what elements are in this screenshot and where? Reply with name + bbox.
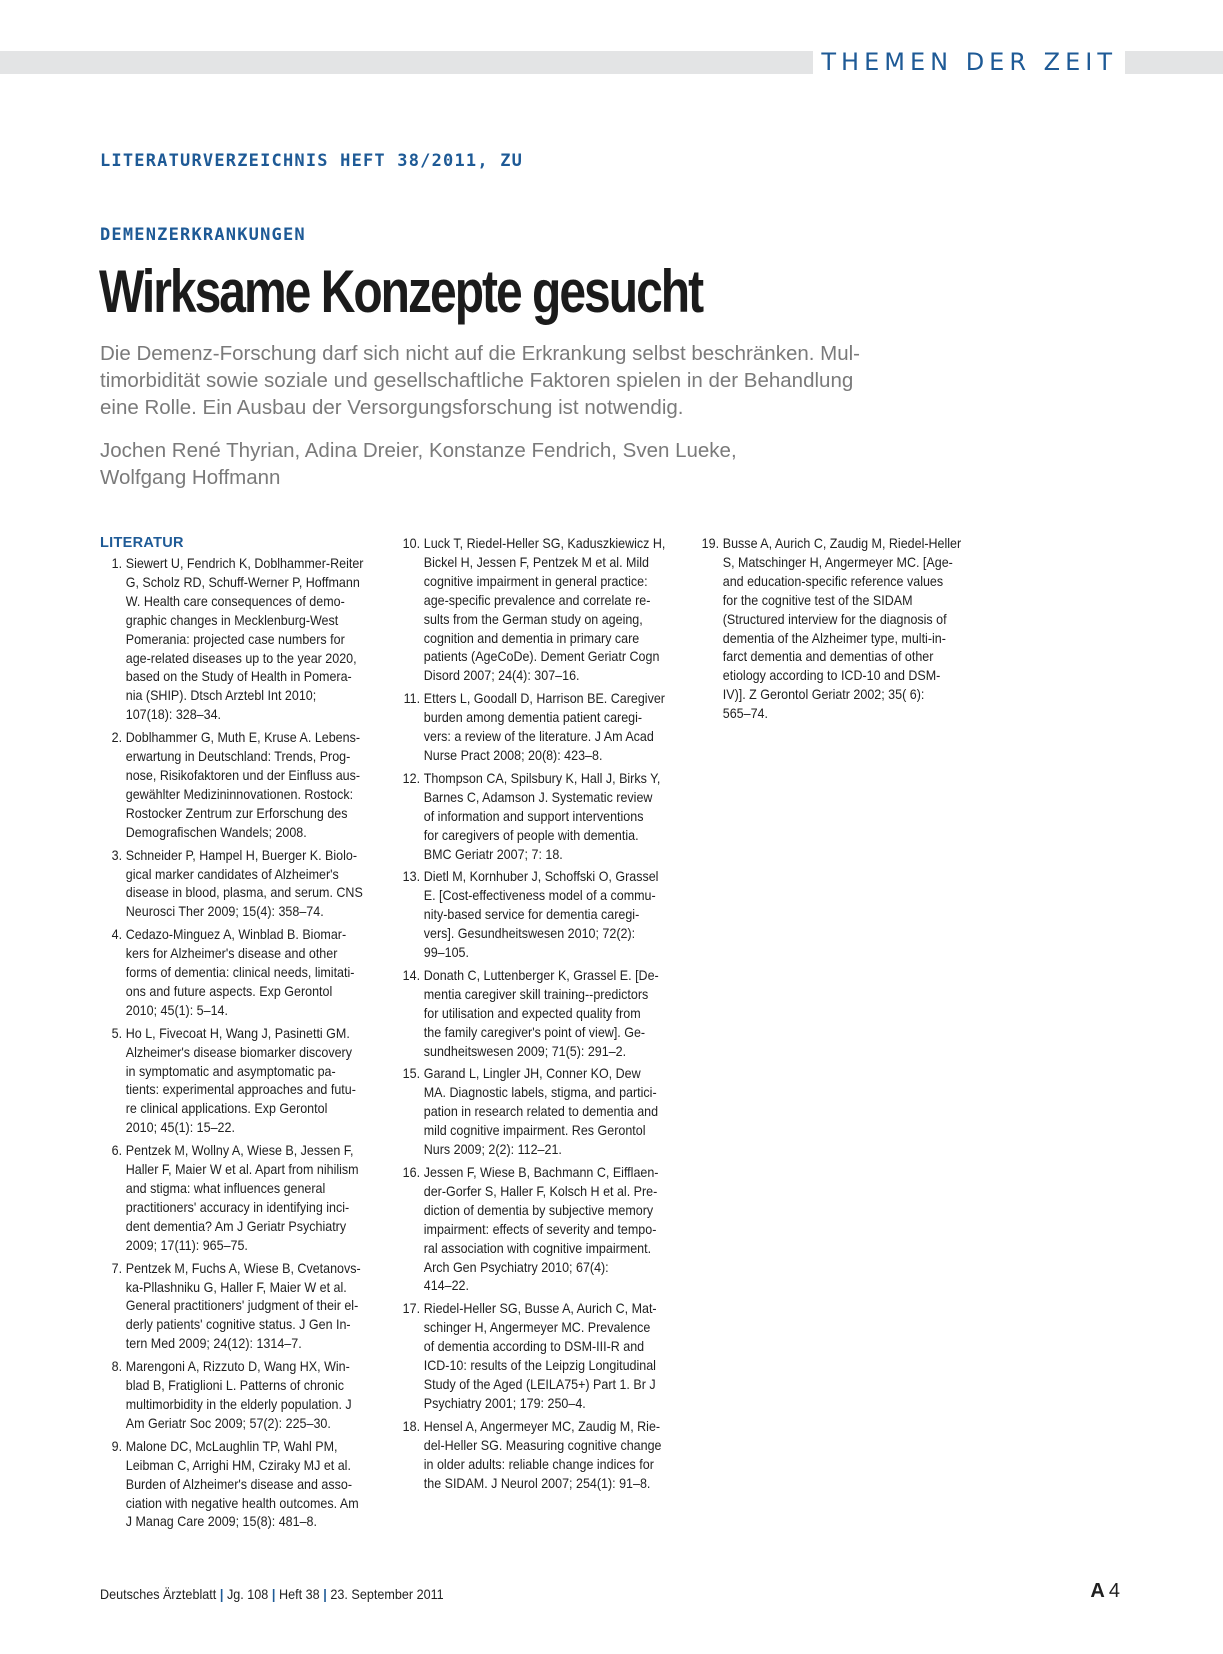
reference-line: Pentzek M, Fuchs A, Wiese B, Cvetanovs- <box>125 1260 361 1276</box>
section-label: THEMEN DER ZEIT <box>813 47 1125 77</box>
reference-text <box>424 690 680 766</box>
reference-line: Am Geriatr Soc 2009; 57(2): 225–30. <box>125 1415 331 1431</box>
reference-line: nity-based service for dementia caregi- <box>423 907 640 923</box>
reference-line: graphic changes in Mecklenburg-West <box>125 612 339 628</box>
reference-line: G, Scholz RD, Schuff-Werner P, Hoffmann <box>125 574 360 590</box>
reference-number: 10. <box>402 536 421 551</box>
reference-line: cognition and dementia in primary care <box>423 630 640 646</box>
reference-line: Etters L, Goodall D, Harrison BE. Caregiver <box>423 691 665 707</box>
reference-item <box>100 1025 382 1138</box>
reference-line: for utilisation and expected quality from <box>423 1005 641 1021</box>
reference-item <box>398 690 680 766</box>
reference-number: 18. <box>402 1418 421 1434</box>
reference-text <box>424 868 680 963</box>
reference-line: vers: a review of the literature. J Am Acad <box>423 729 654 745</box>
reference-line: pation in research related to dementia and <box>423 1104 659 1120</box>
reference-number: 12. <box>402 770 421 786</box>
reference-item <box>398 1418 680 1494</box>
reference-line: Doblhammer G, Muth E, Kruse A. Lebens- <box>125 730 361 746</box>
reference-line: General practitioners' judgment of their el- <box>125 1298 359 1314</box>
reference-text <box>126 555 382 725</box>
reference-text <box>126 847 382 923</box>
reference-line: mild cognitive impairment. Res Gerontol <box>423 1123 646 1139</box>
reference-line: age-specific prevalence and correlate re- <box>423 592 651 608</box>
reference-line: ral association with cognitive impairment. <box>423 1240 652 1256</box>
reference-line: Psychiatry 2001; 179: 250–4. <box>423 1395 586 1411</box>
reference-line: sults from the German study on ageing, <box>423 611 643 627</box>
reference-number: 19. <box>701 536 720 551</box>
reference-line: Disord 2007; 24(4): 307–16. <box>423 668 580 684</box>
reference-line: gewählter Medizininnovationen. Rostock: <box>125 786 354 802</box>
reference-line: patients (AgeCoDe). Dement Geriatr Cogn <box>423 649 660 665</box>
reference-line: 2010; 45(1): 15–22. <box>125 1120 235 1136</box>
reference-number: 17. <box>402 1301 421 1317</box>
reference-text <box>424 1065 680 1160</box>
reference-line: disease in blood, plasma, and serum. CNS <box>125 885 363 901</box>
reference-item <box>398 535 680 686</box>
reference-line: gical marker candidates of Alzheimer's <box>125 866 339 882</box>
reference-line: Pomerania: projected case numbers for <box>125 631 345 647</box>
reference-line: Demografischen Wandels; 2008. <box>125 824 307 840</box>
reference-number: 1. <box>111 556 123 571</box>
reference-number: 8. <box>111 1359 123 1375</box>
reference-number: 3. <box>111 847 123 863</box>
page-footer <box>100 1586 444 1602</box>
reference-line: etiology according to ICD-10 and DSM- <box>722 668 941 684</box>
reference-line: IV)]. Z Gerontol Geriatr 2002; 35( 6): <box>722 687 925 703</box>
journal-issue: Heft 38 <box>279 1586 320 1602</box>
footer-separator: | <box>323 1586 327 1602</box>
reference-line: Pentzek M, Wollny A, Wiese B, Jessen F, <box>125 1143 354 1159</box>
reference-item <box>398 868 680 963</box>
reference-line: in symptomatic and asymptomatic pa- <box>125 1063 336 1079</box>
reference-line: Study of the Aged (LEILA75+) Part 1. Br J <box>423 1376 656 1392</box>
reference-number: 5. <box>111 1025 123 1041</box>
reference-line: re clinical applications. Exp Gerontol <box>125 1101 328 1117</box>
reference-line: Siewert U, Fendrich K, Doblhammer-Reiter <box>125 556 364 571</box>
reference-item <box>100 847 382 923</box>
reference-line: the SIDAM. J Neurol 2007; 254(1): 91–8. <box>423 1475 651 1491</box>
reference-number: 2. <box>111 730 123 746</box>
reference-line: in older adults: reliable change indices for <box>423 1456 654 1472</box>
reference-text <box>424 770 680 865</box>
reference-line: and stigma: what influences general <box>125 1181 326 1196</box>
reference-text <box>126 1260 382 1355</box>
reference-line: nia (SHIP). Dtsch Arztebl Int 2010; <box>125 688 317 704</box>
reference-line: ICD-10: results of the Leipzig Longitudinal <box>423 1358 656 1374</box>
reference-line: of information and support interventions <box>423 808 644 824</box>
reference-line: practitioners' accuracy in identifying inci- <box>125 1199 350 1215</box>
journal-name: Deutsches Ärzteblatt <box>100 1586 217 1602</box>
lead-line: eine Rolle. Ein Ausbau der Versorgungsforschung ist notwendig. <box>100 396 684 419</box>
reference-text <box>424 1164 680 1296</box>
reference-line: Burden of Alzheimer's disease and asso- <box>125 1476 353 1492</box>
reference-number: 7. <box>111 1260 123 1276</box>
reference-line: ons and future aspects. Exp Gerontol <box>125 983 333 999</box>
reference-line: Haller F, Maier W et al. Apart from nihilism <box>125 1162 359 1178</box>
reference-line: Marengoni A, Rizzuto D, Wang HX, Win- <box>125 1359 350 1375</box>
reference-line: der-Gorfer S, Haller F, Kolsch H et al. Pre- <box>423 1183 658 1199</box>
reference-line: kers for Alzheimer's disease and other <box>125 946 338 962</box>
reference-item <box>398 770 680 865</box>
reference-line: burden among dementia patient caregi- <box>423 710 643 726</box>
reference-line: Barnes C, Adamson J. Systematic review <box>423 789 653 805</box>
reference-text <box>723 535 979 724</box>
reference-line: W. Health care consequences of demo- <box>125 593 345 609</box>
subkicker: DEMENZERKRANKUNGEN <box>100 225 306 245</box>
reference-line: E. [Cost-effectiveness model of a commu- <box>423 888 656 904</box>
page-prefix: A <box>1090 1580 1105 1602</box>
reference-text <box>126 1025 382 1138</box>
reference-line: dent dementia? Am J Geriatr Psychiatry <box>125 1218 347 1234</box>
reference-line: nose, Risikofaktoren und der Einfluss aus- <box>125 767 361 783</box>
reference-line: Garand L, Lingler JH, Conner KO, Dew <box>423 1066 641 1082</box>
footer-separator: | <box>219 1586 224 1602</box>
journal-date: 23. September 2011 <box>330 1586 444 1602</box>
reference-item <box>398 1065 680 1160</box>
reference-line: Thompson CA, Spilsbury K, Hall J, Birks Y, <box>423 770 661 786</box>
reference-number: 13. <box>402 869 421 885</box>
reference-line: BMC Geriatr 2007; 7: 18. <box>423 846 563 862</box>
reference-line: for the cognitive test of the SIDAM <box>722 592 913 608</box>
journal-volume: Jg. 108 <box>226 1586 269 1602</box>
lead-line: Die Demenz-Forschung darf sich nicht auf die Erkrankung selbst beschränken. Mul- <box>100 342 860 365</box>
reference-line: S, Matschinger H, Angermeyer MC. [Age- <box>722 554 953 570</box>
reference-line: derly patients' cognitive status. J Gen In- <box>125 1317 351 1333</box>
reference-text <box>126 926 382 1021</box>
reference-item <box>100 1358 382 1434</box>
reference-line: erwartung in Deutschland: Trends, Prog- <box>125 749 351 765</box>
reference-line: tern Med 2009; 24(12): 1314–7. <box>125 1336 302 1352</box>
reference-line: MA. Diagnostic labels, stigma, and partici- <box>423 1085 657 1101</box>
literature-heading: LITERATUR <box>100 535 184 551</box>
footer-separator: | <box>271 1586 276 1602</box>
reference-item <box>398 1300 680 1413</box>
reference-line: Riedel-Heller SG, Busse A, Aurich C, Mat- <box>423 1301 657 1317</box>
reference-line: Nurs 2009; 2(2): 112–21. <box>423 1142 562 1158</box>
reference-line: Rostocker Zentrum zur Erforschung des <box>125 805 348 821</box>
reference-line: tients: experimental approaches and futu- <box>125 1082 356 1098</box>
reference-text <box>126 1142 382 1255</box>
reference-line: ka-Pllashniku G, Haller F, Maier W et al. <box>125 1279 347 1295</box>
references-column-2 <box>398 535 688 1497</box>
authors-line: Jochen René Thyrian, Adina Dreier, Konstanze Fendrich, Sven Lueke, <box>100 439 737 462</box>
reference-line: vers]. Gesundheitswesen 2010; 72(2): <box>423 926 636 942</box>
reference-text <box>126 1358 382 1434</box>
references-column-1 <box>100 535 390 1536</box>
authors-line: Wolfgang Hoffmann <box>100 466 281 489</box>
reference-item <box>398 1164 680 1296</box>
reference-line: Nurse Pract 2008; 20(8): 423–8. <box>423 747 603 763</box>
references-column-3 <box>697 535 987 728</box>
reference-number: 15. <box>402 1066 421 1082</box>
reference-line: Malone DC, McLaughlin TP, Wahl PM, <box>125 1438 338 1454</box>
reference-line: 414–22. <box>423 1278 469 1294</box>
reference-number: 11. <box>403 691 421 707</box>
reference-line: blad B, Fratiglioni L. Patterns of chronic <box>125 1378 345 1394</box>
reference-item <box>697 535 979 724</box>
authors <box>100 437 980 491</box>
reference-number: 6. <box>111 1143 123 1159</box>
reference-line: farct dementia and dementias of other <box>722 649 934 665</box>
reference-line: Hensel A, Angermeyer MC, Zaudig M, Rie- <box>423 1418 661 1434</box>
reference-line: del-Heller SG. Measuring cognitive change <box>423 1437 662 1453</box>
reference-number: 9. <box>111 1438 123 1454</box>
reference-line: Dietl M, Kornhuber J, Schoffski O, Grassel <box>423 869 659 885</box>
reference-line: cognitive impairment in general practice: <box>423 573 648 589</box>
reference-line: mentia caregiver skill training--predictors <box>423 986 649 1002</box>
reference-line: for caregivers of people with dementia. <box>423 827 639 843</box>
reference-text <box>424 535 680 686</box>
reference-line: Schneider P, Hampel H, Buerger K. Biolo- <box>125 847 358 863</box>
reference-item <box>100 729 382 842</box>
reference-item <box>100 1438 382 1533</box>
reference-text <box>126 729 382 842</box>
reference-line: multimorbidity in the elderly population. J <box>125 1396 352 1412</box>
reference-line: 2010; 45(1): 5–14. <box>125 1002 228 1018</box>
reference-item <box>398 967 680 1062</box>
lead-paragraph <box>100 340 980 421</box>
reference-item <box>100 1260 382 1355</box>
reference-item <box>100 926 382 1021</box>
reference-line: forms of dementia: clinical needs, limitati- <box>125 965 355 981</box>
reference-line: impairment: effects of severity and tempo- <box>423 1221 657 1237</box>
reference-line: sundheitswesen 2009; 71(5): 291–2. <box>423 1043 627 1059</box>
page-number <box>1090 1580 1120 1603</box>
reference-line: dementia of the Alzheimer type, multi-in- <box>722 630 946 646</box>
reference-line: J Manag Care 2009; 15(8): 481–8. <box>125 1514 317 1530</box>
reference-item <box>100 555 382 725</box>
reference-line: (Structured interview for the diagnosis of <box>722 611 947 627</box>
page-title: Wirksame Konzepte gesucht <box>99 258 703 325</box>
reference-line: Cedazo-Minguez A, Winblad B. Biomar- <box>125 927 347 943</box>
reference-item <box>100 1142 382 1255</box>
kicker: LITERATURVERZEICHNIS HEFT 38/2011, ZU <box>100 151 524 171</box>
reference-text <box>424 967 680 1062</box>
reference-line: Alzheimer's disease biomarker discovery <box>125 1044 352 1060</box>
reference-line: Neurosci Ther 2009; 15(4): 358–74. <box>125 904 324 920</box>
reference-line: Arch Gen Psychiatry 2010; 67(4): <box>423 1259 609 1275</box>
reference-number: 4. <box>111 927 123 943</box>
reference-line: diction of dementia by subjective memory <box>423 1202 654 1218</box>
reference-number: 16. <box>402 1165 421 1180</box>
reference-line: Donath C, Luttenberger K, Grassel E. [De- <box>423 967 659 983</box>
reference-line: and education-specific reference values <box>722 573 944 589</box>
reference-text <box>126 1438 382 1533</box>
lead-line: timorbidität sowie soziale und gesellschaftliche Faktoren spielen in der Behandlung <box>100 369 854 392</box>
reference-line: Bickel H, Jessen F, Pentzek M et al. Mild <box>423 554 649 570</box>
reference-line: schinger H, Angermeyer MC. Prevalence <box>423 1320 651 1336</box>
reference-line: the family caregiver's point of view]. Ge- <box>423 1024 646 1040</box>
reference-line: 99–105. <box>423 945 469 961</box>
reference-line: Leibman C, Arrighi HM, Cziraky MJ et al. <box>125 1457 351 1473</box>
reference-text <box>424 1300 680 1413</box>
reference-text <box>424 1418 680 1494</box>
reference-line: Jessen F, Wiese B, Bachmann C, Eifflaen- <box>423 1165 659 1180</box>
reference-line: Luck T, Riedel-Heller SG, Kaduszkiewicz H, <box>423 536 666 551</box>
reference-line: Busse A, Aurich C, Zaudig M, Riedel-Heller <box>722 536 962 551</box>
reference-number: 14. <box>402 967 421 983</box>
page-number-value: 4 <box>1108 1580 1120 1602</box>
reference-line: ciation with negative health outcomes. Am <box>125 1495 359 1511</box>
reference-line: age-related diseases up to the year 2020, <box>125 650 357 666</box>
reference-line: 2009; 17(11): 965–75. <box>125 1237 248 1253</box>
reference-line: based on the Study of Health in Pomera- <box>125 669 352 685</box>
reference-line: 565–74. <box>722 706 768 722</box>
reference-line: 107(18): 328–34. <box>125 707 222 723</box>
reference-line: of dementia according to DSM-III-R and <box>423 1339 645 1355</box>
reference-line: Ho L, Fivecoat H, Wang J, Pasinetti GM. <box>125 1025 350 1041</box>
